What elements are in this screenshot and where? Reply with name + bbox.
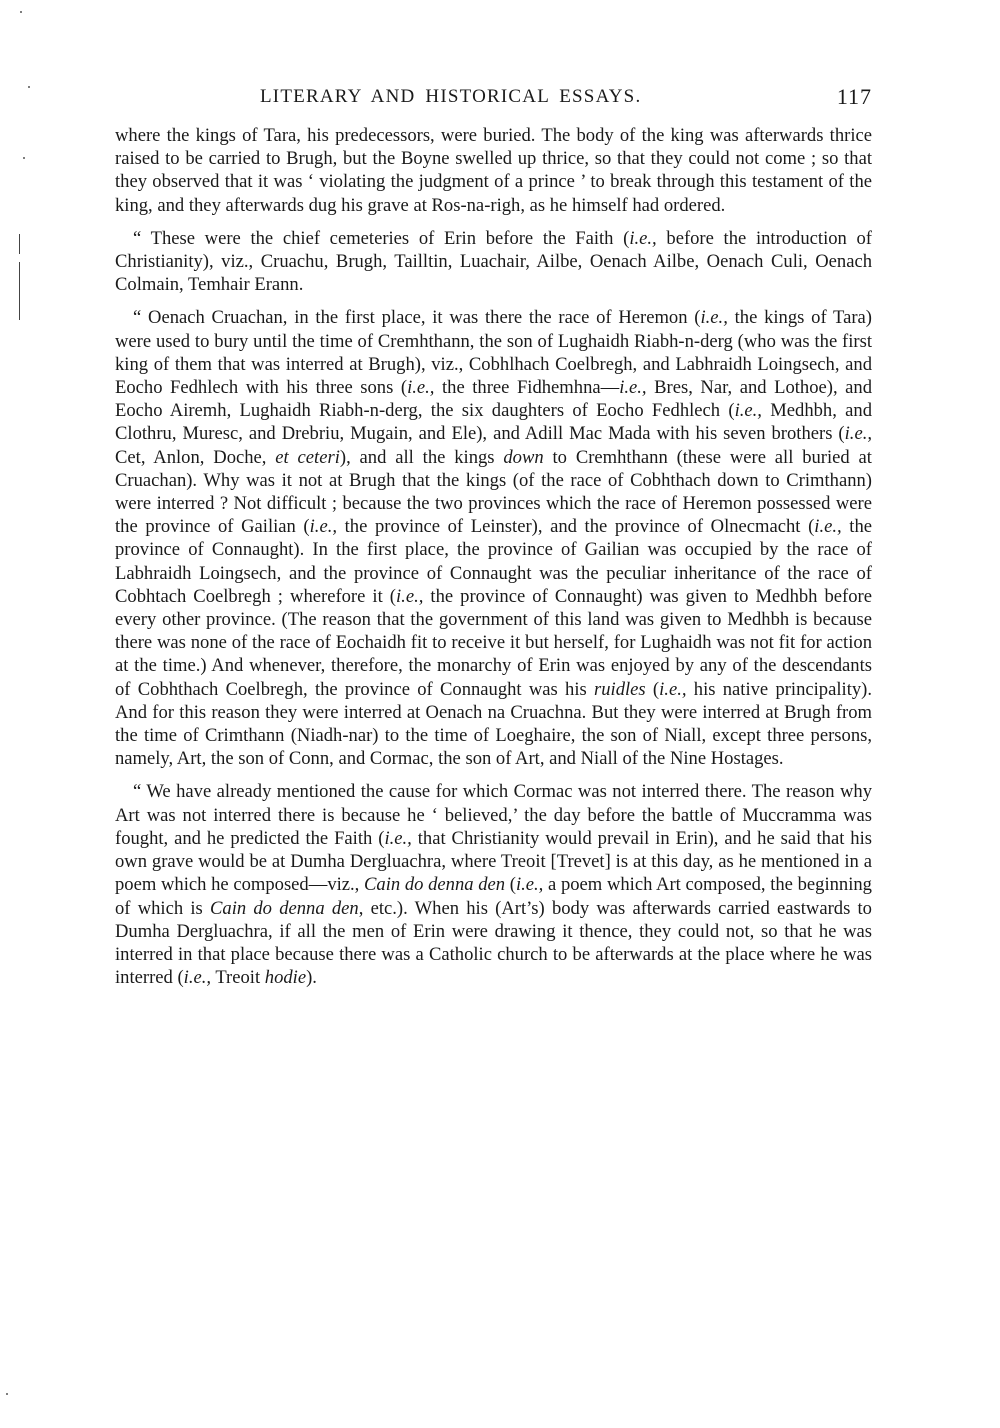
italic-text: et ceteri (275, 446, 340, 468)
text-run: where the kings of Tara, his predecessors, were buried. The body of the king was afterwards thrice raised to be carried to Brugh, but the Boyne swelled up thrice, so that they could not come ; so that they observed that it was ‘ violating the judgment of a prince ’ to break through this testament of the king, and they afterwards dug his grave at Ros-na-righ, as he himself had ordered. (115, 125, 872, 216)
text-run: before the introduction of Christianity), viz., Cruachu, Brugh, Tailltin, Luachair, Ailbe, Oenach Ailbe, Oenach Culi, Oenach Colmain, Temhair Erann. (115, 227, 872, 296)
text-run: Treoit (211, 967, 265, 989)
scan-speck (6, 1393, 8, 1395)
running-title: LITERARY AND HISTORICAL ESSAYS. (260, 86, 642, 107)
text-run: Medhbh, and Clothru, Muresc, and Drebriu, Mugain, and Ele), and Adill Mac Mada with his seven brothers ( (115, 400, 873, 445)
text-run: ), and all the kings (339, 446, 504, 468)
italic-text: i.e., (659, 678, 687, 700)
italic-text: i.e., (619, 377, 647, 399)
italic-text: i.e., (700, 307, 728, 329)
text-run: the province of Connaught) was given to Medhbh before every other province. (The reason that the government of this land was given to Medhbh is because there was none of the race of Eochaidh fit to receive it but herself, for Lughaidh was not fit for action at the time.) And whenever, therefore, the monarchy of Erin was enjoyed by any of the descendants of Cobhthach Coelbregh, the province of Connaught was his (115, 585, 872, 700)
text-run: ). (306, 967, 317, 989)
text-run: ( (505, 874, 516, 896)
text-run: , etc.). When his (Art’s) body was afterwards carried eastwards to Dumha Dergluachra, if all the men of Erin were drawing it thence, they could not, so that he was interred in that place because there was a Catholic church to be afterwards at the place where he was interred ( (115, 897, 872, 989)
text-run: that Christianity would prevail in Erin), and he said that his own grave would be at Dumha Dergluachra, where Treoit [Trevet] is at this day, as he mentioned in a poem which he composed—viz., (115, 827, 872, 896)
text-run: the kings of Tara) were used to bury until the time of Cremhthann, the son of Lughaidh Riabh-n-derg (who was the first king of them that was interred at Brugh), viz., Cobhlhach Coelbregh, and Labhraidh Loingsech, and Eocho Fedhlech with his three sons ( (115, 307, 872, 399)
text-run: the three Fidhemhna— (434, 377, 620, 399)
italic-text: Cain do denna den (210, 897, 359, 919)
text-run: “ Oenach Cruachan, in the first place, it was there the race of Heremon ( (133, 307, 701, 329)
italic-text: i.e., (384, 827, 412, 849)
paragraph (115, 306, 872, 770)
paragraph (115, 124, 872, 217)
scan-speck (23, 157, 25, 159)
text-run: the province of Leinster), and the province of Olnecmacht ( (337, 516, 815, 538)
italic-text: ruidles (594, 678, 646, 700)
italic-text: i.e., (407, 377, 435, 399)
text-run: Bres, Nar, and Lothoe), and Eocho Airemh, Lughaidh Riabh-n-derg, the six daughters of Eocho Fedhlech ( (115, 377, 873, 422)
italic-text: i.e., (629, 227, 657, 249)
paragraph (115, 780, 872, 989)
italic-text: i.e., (183, 967, 212, 989)
margin-mark-line (19, 234, 20, 254)
paragraph (115, 227, 872, 297)
italic-text: i.e., (515, 874, 544, 896)
italic-text: i.e., (734, 400, 762, 422)
page-number: 117 (836, 84, 872, 109)
margin-mark-line (19, 262, 20, 320)
book-page (115, 86, 872, 999)
italic-text: i.e., (844, 423, 872, 445)
italic-text: down (503, 446, 544, 468)
italic-text: i.e., (814, 516, 842, 538)
text-run: his native principality). And for this reason they were interred at Oenach na Cruachna. But they were interred at Brugh from the time of Crimthann (Niadh-nar) to the time of Loeghaire, the son of Niall, except three persons, namely, Art, the son of Conn, and Cormac, the son of Art, and Niall of the Nine Hostages. (115, 678, 872, 770)
text-run: “ We have already mentioned the cause for which Cormac was not interred there. The reason why Art was not interred there is because he ‘ believed,’ the day before the battle of Muccramma was fought, and he predicted the Faith ( (115, 781, 872, 849)
scan-speck (20, 11, 22, 13)
italic-text: Cain do denna den (364, 874, 506, 896)
scan-speck (28, 86, 30, 88)
text-run: Cet, Anlon, Doche, (115, 446, 276, 468)
italic-text: hodie (264, 967, 307, 989)
text-run: a poem which Art composed, the beginning of which is (115, 874, 872, 919)
text-run: the province of Connaught). In the first place, the province of Gailian was occupied by the race of Labhraidh Loingsech, and the province of Connaught was the peculiar inheritance of the race of Cobhtach Coelbregh ; wherefore it ( (115, 516, 873, 607)
text-run: “ These were the chief cemeteries of Erin before the Faith ( (133, 227, 630, 249)
text-run: to Cremhthann (these were all buried at Cruachan). Why was it not at Brugh that the kings (of the race of Cobhthach down to Crimthann) were interred ? Not difficult ; because the two provinces which the race of Heremon possessed were the province of Gailian ( (115, 446, 872, 538)
italic-text: i.e., (396, 585, 424, 607)
italic-text: i.e., (309, 516, 338, 538)
running-head (115, 86, 872, 116)
text-run: ( (645, 678, 660, 700)
